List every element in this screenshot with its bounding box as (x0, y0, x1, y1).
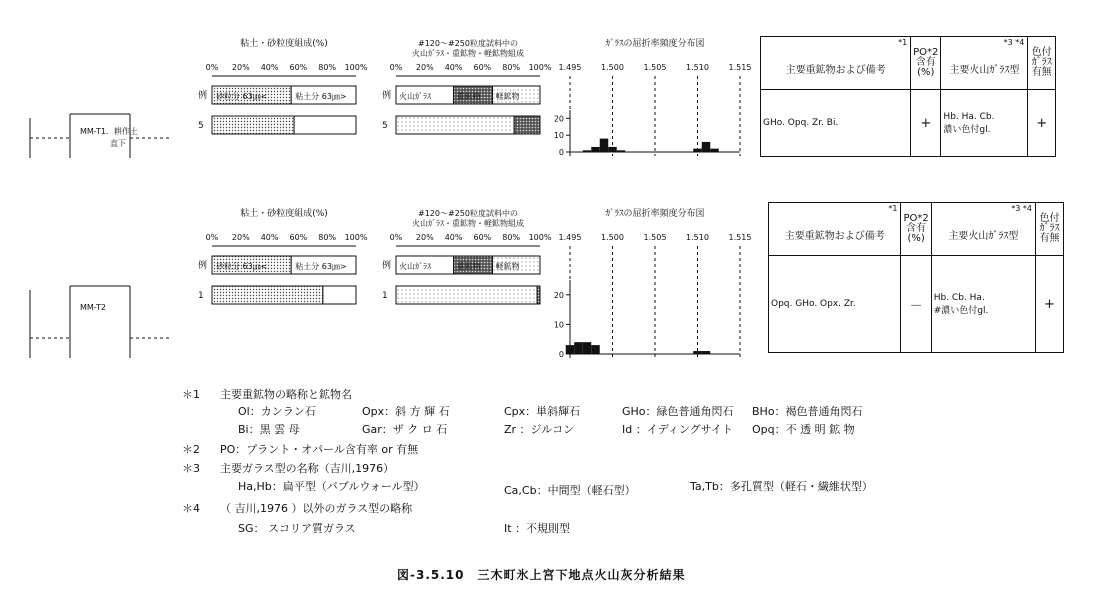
bar-sand (212, 116, 294, 134)
col-heavy-header (761, 37, 911, 90)
po-value: + (911, 90, 941, 157)
figure-caption: 図-3.5.10 三木町氷上宮下地点火山灰分析結果 (397, 568, 686, 582)
col-color-header (1028, 37, 1056, 90)
mineral-abbr: Cpx：単斜輝石 (504, 405, 581, 418)
color-line-3: 有無 (1039, 233, 1060, 244)
glass-type-line-2: #濃い色付gl. (933, 305, 989, 316)
col-glass-header (941, 37, 1028, 90)
col-po-header (901, 203, 931, 256)
mineral-abbr: Opq：不 透 明 鉱 物 (752, 423, 855, 436)
sample-label: MM-T1．耕作土 (80, 127, 138, 136)
legend-mineral-label: 軽鉱物 (495, 92, 520, 101)
pct-tick-label: 80% (502, 63, 521, 72)
bar-mineral-segment (396, 286, 537, 304)
legend-mineral-label: 軽鉱物 (495, 262, 520, 271)
pct-tick-label: 0% (205, 63, 219, 72)
legend-mineral-label: 重鉱物 (456, 262, 481, 271)
ri-histogram-bar (693, 351, 702, 354)
note-1-title: 主要重鉱物の略称と鉱物名 (220, 388, 352, 401)
col-po-header (911, 37, 941, 90)
ri-y-tick-label: 10 (553, 320, 564, 330)
pct-tick-label: 20% (231, 233, 250, 242)
ri-tick-label: 1.510 (686, 233, 709, 242)
pct-tick-label: 0% (389, 233, 403, 242)
bar-sand (212, 286, 323, 304)
mineral-chart-title-1: #120～#250粒度試料中の (418, 39, 518, 48)
legend-sand-label: 砂粒分 63㎛< (216, 262, 268, 271)
mineral-abbr: Opx：斜 方 輝 石 (362, 405, 450, 418)
note-mark: *3 *4 (1003, 38, 1025, 47)
color-line-2: ｶﾞﾗｽ (1031, 57, 1052, 68)
pct-tick-label: 20% (231, 63, 250, 72)
refractive-chart-title: ｶﾞﾗｽの屈折率頻度分布図 (605, 209, 705, 219)
ri-tick-label: 1.500 (601, 233, 624, 242)
ri-tick-label: 1.495 (558, 233, 582, 242)
heavy-minerals-value: GHo. Opq. Zr. Bi. (761, 90, 911, 157)
ri-y-tick-label: 10 (553, 131, 564, 141)
sample-number: 1 (382, 291, 388, 301)
ri-histogram-bar (574, 342, 583, 354)
legend-sand-label: 砂粒分 63㎛< (216, 92, 268, 101)
ri-y-tick-label: 20 (553, 114, 564, 124)
ri-histogram-bar (693, 149, 702, 152)
mineral-chart-title-1: #120～#250粒度試料中の (418, 209, 518, 218)
legend-mineral-label: 火山ｶﾞﾗｽ (399, 262, 431, 271)
ri-tick-label: 1.505 (643, 233, 667, 242)
glass-type-line-2: 濃い色付gl. (943, 124, 991, 135)
pct-tick-label: 40% (260, 63, 279, 72)
ri-tick-label: 1.500 (601, 63, 624, 72)
note-3-title: 主要ガラス型の名称（吉川,1976） (220, 462, 395, 475)
mineral-chart-title-2: 火山ｶﾞﾗｽ・重鉱物・軽鉱物組成 (412, 219, 524, 228)
po-note: PO*2 (903, 213, 929, 224)
ri-histogram-bar (583, 342, 592, 354)
bar-clay (294, 116, 356, 134)
sample-number: 1 (198, 291, 204, 301)
glass-type-value (931, 256, 1035, 353)
note-4-title: （ 吉川,1976 ）以外のガラス型の略称 (220, 502, 413, 515)
legend-label: 例 (198, 261, 208, 271)
ri-y-tick-label: 0 (558, 350, 564, 359)
po-value: － (901, 256, 931, 353)
note-mark-1: ＊1 (182, 388, 200, 401)
note-mark: *3 *4 (1011, 204, 1032, 213)
col-glass-header (931, 203, 1035, 256)
color-line-3: 有無 (1031, 67, 1052, 78)
pct-tick-label: 100% (344, 63, 368, 72)
color-line-1: 色付 (1039, 213, 1060, 224)
ri-y-tick-label: 20 (553, 290, 564, 300)
mineral-abbr: Bi：黒 雲 母 (238, 423, 300, 436)
mineral-abbr: Ol：カンラン石 (238, 405, 316, 418)
ri-tick-label: 1.515 (728, 63, 752, 72)
pct-tick-label: 20% (415, 63, 434, 72)
note-mark-4: ＊4 (182, 502, 200, 515)
mineral-abbr: BHo：褐色普通角閃石 (752, 405, 863, 418)
mineral-chart-title-2: 火山ｶﾞﾗｽ・重鉱物・軽鉱物組成 (412, 49, 524, 58)
sample-row-mm-t1 (30, 37, 751, 158)
glass-type-name: Ca,Cb：中間型（軽石型） (504, 484, 636, 497)
legend-label: 例 (382, 261, 392, 271)
analysis-table-mm-t1 (760, 36, 1056, 157)
pct-tick-label: 100% (528, 233, 552, 242)
glass-type-name: Ha,Hb：扁平型（バブルウォール型） (238, 480, 425, 493)
ri-tick-label: 1.515 (728, 233, 752, 242)
legend-clay-label: 粘土分 63㎛> (295, 262, 347, 271)
glass-type-line-1: Hb. Ha. Cb. (943, 111, 995, 122)
glass-header-label: 主要火山ｶﾞﾗｽ型 (948, 230, 1019, 242)
pct-tick-label: 60% (473, 63, 492, 72)
sample-number: 5 (382, 121, 388, 131)
ri-histogram-bar (702, 351, 711, 354)
mineral-abbr: Zr ：ジルコン (504, 423, 575, 436)
ri-histogram-bar (591, 345, 600, 354)
ri-histogram-bar (566, 345, 575, 354)
legend-label: 例 (382, 91, 392, 101)
sample-row-mm-t2 (30, 207, 751, 359)
ri-histogram-bar (617, 150, 626, 152)
glass-type-abbr: SG： スコリア質ガラス (238, 522, 356, 535)
pct-tick-label: 60% (289, 233, 308, 242)
legend-mineral-label: 重鉱物 (456, 92, 481, 101)
pct-tick-label: 0% (205, 233, 219, 242)
pct-tick-label: 80% (318, 63, 337, 72)
mineral-abbr: Gar：ザ ク ロ 石 (362, 423, 448, 436)
po-line-1: 含有 (906, 223, 927, 234)
pct-tick-label: 20% (415, 233, 434, 242)
po-line-1: 含有 (915, 57, 936, 68)
sample-sublabel: 直下 (110, 139, 126, 148)
bar-clay (323, 286, 356, 304)
note-mark-2: ＊2 (182, 443, 200, 456)
refractive-chart-title: ｶﾞﾗｽの屈折率頻度分布図 (605, 39, 705, 49)
legend-clay-label: 粘土分 63㎛> (295, 92, 347, 101)
ri-histogram-bar (600, 139, 609, 152)
po-note: PO*2 (913, 47, 939, 58)
sample-label: MM-T2 (80, 303, 106, 312)
pct-tick-label: 60% (473, 233, 492, 242)
legend-label: 例 (198, 91, 208, 101)
col-color-header (1035, 203, 1063, 256)
ri-y-tick-label: 0 (558, 148, 564, 157)
po-line-2: (%) (907, 233, 925, 244)
pct-tick-label: 100% (528, 63, 552, 72)
ri-histogram-bar (608, 147, 617, 152)
grain-chart-title: 粘土・砂粒度組成(%) (240, 39, 328, 49)
color-glass-value: + (1035, 256, 1063, 353)
ri-histogram-bar (710, 149, 719, 152)
bar-mineral-segment (514, 116, 540, 134)
col-heavy-header (769, 203, 901, 256)
ri-histogram-bar (583, 150, 592, 152)
pct-tick-label: 80% (318, 233, 337, 242)
ri-tick-label: 1.495 (558, 63, 582, 72)
pct-tick-label: 0% (389, 63, 403, 72)
pct-tick-label: 40% (260, 233, 279, 242)
glass-type-name: Ta,Tb：多孔質型（軽石・繊維状型） (690, 480, 873, 493)
color-line-2: ｶﾞﾗｽ (1039, 223, 1060, 234)
pct-tick-label: 40% (444, 63, 463, 72)
pct-tick-label: 100% (344, 233, 368, 242)
po-line-2: (%) (917, 67, 935, 78)
glass-type-value (941, 90, 1028, 157)
heavy-header-label: 主要重鉱物および備考 (785, 64, 886, 76)
color-glass-value: + (1028, 90, 1056, 157)
glass-type-line-1: Hb. Cb. Ha. (933, 292, 985, 303)
grain-chart-title: 粘土・砂粒度組成(%) (240, 209, 328, 219)
heavy-minerals-value: Opq. GHo. Opx. Zr. (769, 256, 901, 353)
mineral-abbr: Id ：イディングサイト (622, 423, 733, 436)
note-mark-3: ＊3 (182, 462, 200, 475)
glass-header-label: 主要火山ｶﾞﾗｽ型 (949, 64, 1020, 76)
mineral-abbr: GHo：緑色普通角閃石 (622, 405, 734, 418)
note-2-text: PO：プラント・オパール含有率 or 有無 (220, 443, 419, 456)
analysis-table-mm-t2 (768, 202, 1064, 353)
sample-number: 5 (198, 121, 204, 131)
ri-tick-label: 1.505 (643, 63, 667, 72)
pct-tick-label: 80% (502, 233, 521, 242)
pct-tick-label: 60% (289, 63, 308, 72)
ri-histogram-bar (591, 147, 600, 152)
ri-histogram-bar (702, 142, 711, 152)
heavy-header-label: 主要重鉱物および備考 (784, 230, 885, 242)
glass-type-abbr: It ：不規則型 (504, 522, 571, 535)
legend-mineral-label: 火山ｶﾞﾗｽ (399, 92, 431, 101)
note-mark: *1 (888, 204, 898, 213)
note-mark: *1 (898, 38, 908, 47)
color-line-1: 色付 (1031, 47, 1052, 58)
ri-tick-label: 1.510 (686, 63, 709, 72)
pct-tick-label: 40% (444, 233, 463, 242)
bar-mineral-segment (396, 116, 514, 134)
